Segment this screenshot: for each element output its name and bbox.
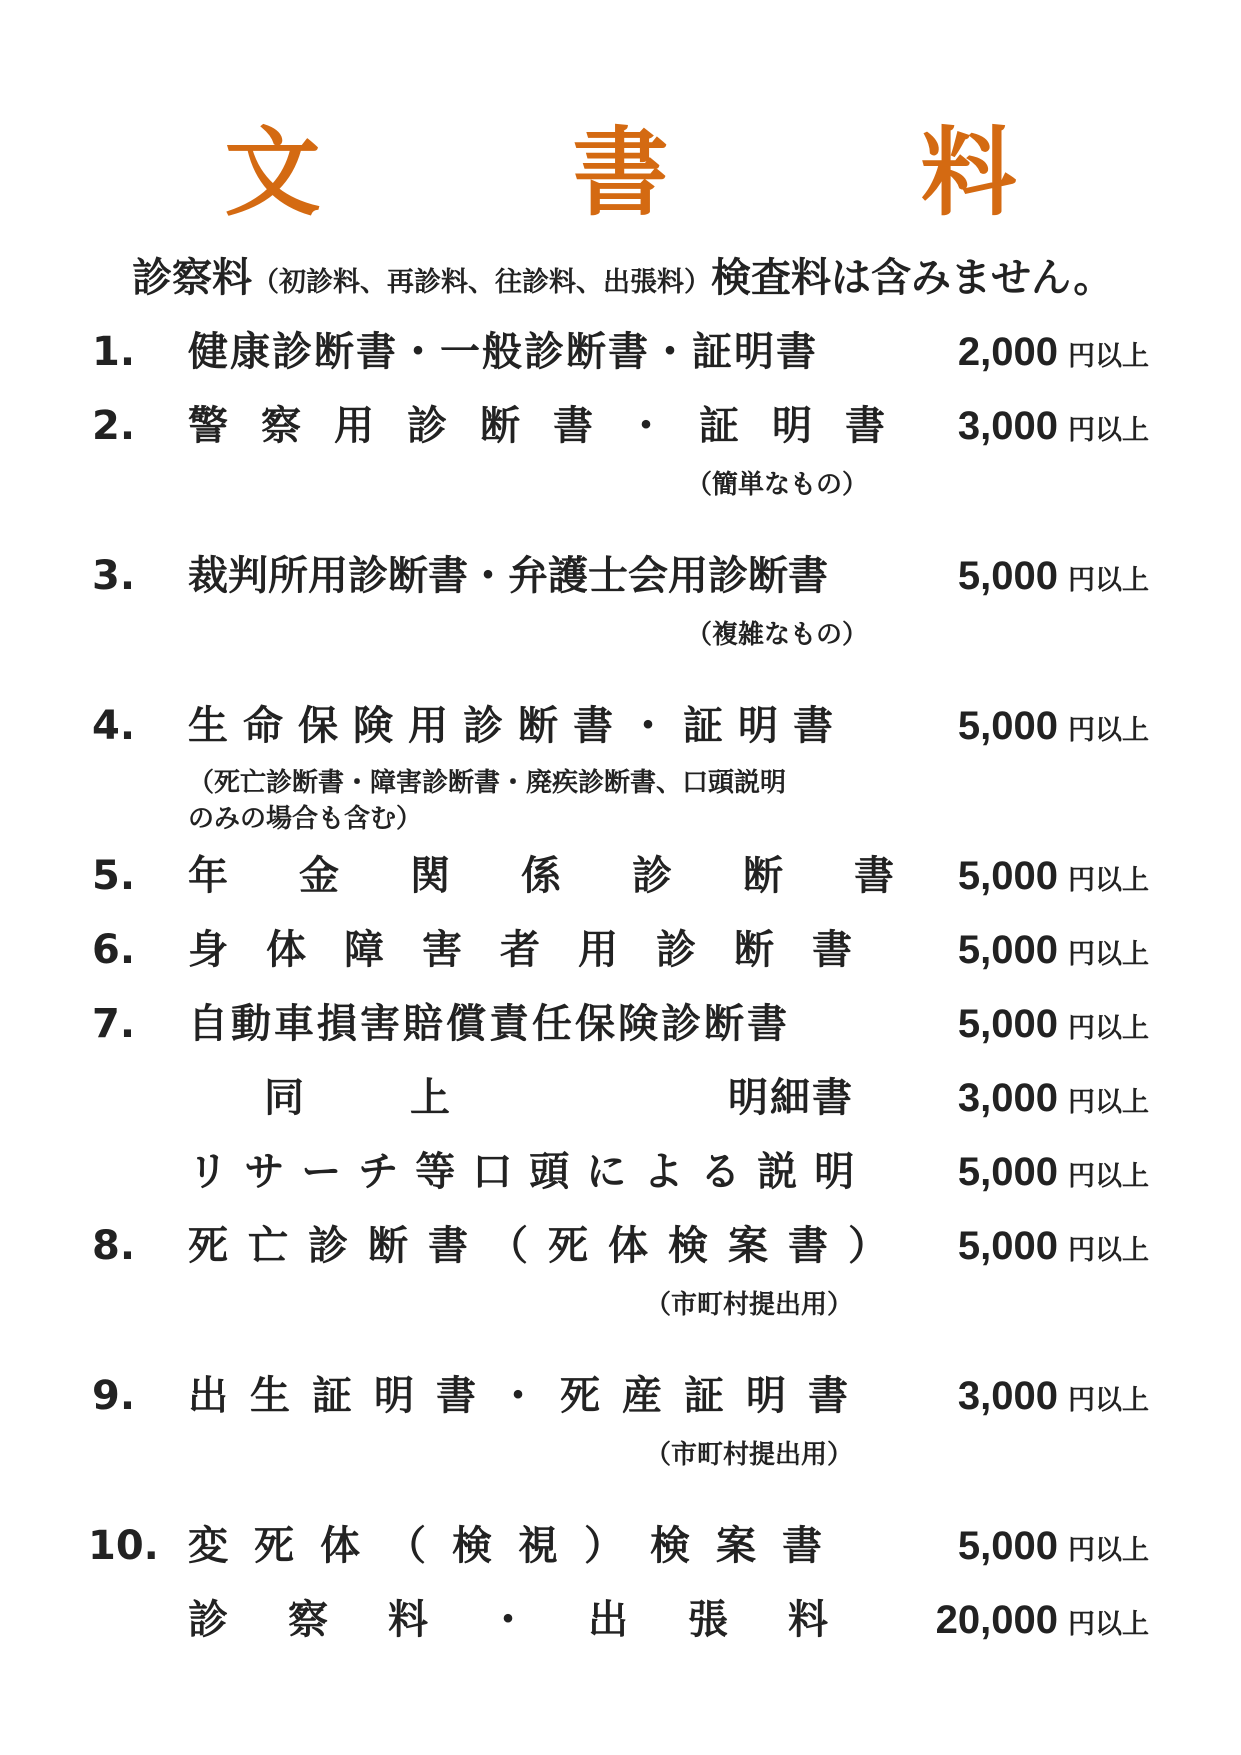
fee-row — [0, 1216, 1241, 1276]
fee-row — [0, 1516, 1241, 1576]
fee-row — [0, 1068, 1241, 1128]
fee-row — [0, 396, 1241, 456]
item-label: リサーチ等口頭による説明 — [188, 1149, 872, 1195]
fee-row — [0, 322, 1241, 382]
item-price — [958, 994, 1149, 1059]
fee-row — [0, 696, 1241, 756]
item-number: 10. — [88, 1523, 159, 1569]
item-number: 3. — [92, 553, 136, 599]
note-parenthetical: （初診料、再診料、往診料、出張料） — [252, 267, 711, 298]
price-unit: 円以上 — [1068, 1235, 1149, 1266]
price-value: 3,000 — [957, 1076, 1058, 1120]
item-price — [958, 396, 1149, 461]
price-unit: 円以上 — [1068, 415, 1149, 446]
exclusion-note — [132, 252, 1113, 309]
price-value: 5,000 — [957, 1524, 1058, 1568]
item-label-detail: 明細書 — [728, 1075, 854, 1121]
item-subnote: （簡単なもの） — [685, 470, 868, 500]
fee-row — [0, 994, 1241, 1054]
fee-row — [0, 1366, 1241, 1426]
item-number: 1. — [92, 329, 136, 375]
item-label-same: 同 — [264, 1075, 304, 1121]
item-price — [958, 1516, 1149, 1581]
fee-row — [0, 920, 1241, 980]
price-unit: 円以上 — [1068, 865, 1149, 896]
price-value: 5,000 — [957, 928, 1058, 972]
price-value: 5,000 — [957, 1150, 1058, 1194]
item-label: 出生証明書・死産証明書 — [188, 1373, 870, 1419]
item-label: 健康診断書・一般診断書・証明書 — [188, 329, 818, 375]
price-unit: 円以上 — [1068, 1385, 1149, 1416]
price-unit: 円以上 — [1068, 341, 1149, 372]
item-price — [958, 846, 1149, 911]
item-label: 死亡診断書（死体検案書） — [188, 1223, 908, 1269]
item-number: 9. — [92, 1373, 136, 1419]
fee-row — [0, 1142, 1241, 1202]
page-title: 文 書 料 — [224, 117, 1095, 229]
item-number: 4. — [92, 703, 136, 749]
item-label: 診察料・出張料 — [188, 1597, 888, 1643]
note-main-end: 検査料は含みません。 — [711, 255, 1114, 301]
price-unit: 円以上 — [1068, 1161, 1149, 1192]
price-value: 5,000 — [957, 854, 1058, 898]
price-value: 5,000 — [957, 1224, 1058, 1268]
item-number: 5. — [92, 853, 136, 899]
price-unit: 円以上 — [1068, 1535, 1149, 1566]
note-main-start: 診察料 — [132, 255, 252, 301]
fee-row — [0, 546, 1241, 606]
price-value: 5,000 — [957, 554, 1058, 598]
price-value: 3,000 — [957, 1374, 1058, 1418]
price-unit: 円以上 — [1068, 1087, 1149, 1118]
item-label-above: 上 — [410, 1075, 450, 1121]
price-unit: 円以上 — [1068, 1013, 1149, 1044]
item-subnote: のみの場合も含む） — [188, 804, 423, 834]
item-price — [958, 1142, 1149, 1207]
price-unit: 円以上 — [1068, 565, 1149, 596]
item-subnote: （死亡診断書・障害診断書・廃疾診断書、口頭説明 — [188, 768, 787, 798]
item-label: 身体障害者用診断書 — [188, 927, 890, 973]
fee-row — [0, 846, 1241, 906]
item-label: 裁判所用診断書・弁護士会用診断書 — [188, 553, 828, 599]
price-value: 5,000 — [957, 1002, 1058, 1046]
item-number: 6. — [92, 927, 136, 973]
price-value: 20,000 — [935, 1598, 1058, 1642]
item-label: 生命保険用診断書・証明書 — [188, 703, 848, 749]
item-price — [958, 1216, 1149, 1281]
item-price — [958, 322, 1149, 387]
item-price — [958, 696, 1149, 761]
item-price — [936, 1590, 1149, 1655]
item-label: 自動車損害賠償責任保険診断書 — [188, 1001, 790, 1047]
item-subnote: （市町村提出用） — [644, 1440, 853, 1470]
item-price — [958, 546, 1149, 611]
item-label: 警察用診断書・証明書 — [188, 403, 918, 449]
item-subnote: （市町村提出用） — [644, 1290, 853, 1320]
item-subnote: （複雑なもの） — [685, 620, 868, 650]
price-value: 3,000 — [957, 404, 1058, 448]
fee-row — [0, 1590, 1241, 1650]
price-unit: 円以上 — [1068, 715, 1149, 746]
item-price — [958, 920, 1149, 985]
item-price — [958, 1366, 1149, 1431]
item-label: 変死体（検視）検案書 — [188, 1523, 848, 1569]
price-unit: 円以上 — [1068, 1609, 1149, 1640]
price-unit: 円以上 — [1068, 939, 1149, 970]
item-number: 7. — [92, 1001, 136, 1047]
item-number: 8. — [92, 1223, 136, 1269]
item-number: 2. — [92, 403, 136, 449]
price-value: 2,000 — [957, 330, 1058, 374]
item-label: 年金関係診断書 — [188, 853, 965, 899]
price-value: 5,000 — [957, 704, 1058, 748]
item-price — [958, 1068, 1149, 1133]
